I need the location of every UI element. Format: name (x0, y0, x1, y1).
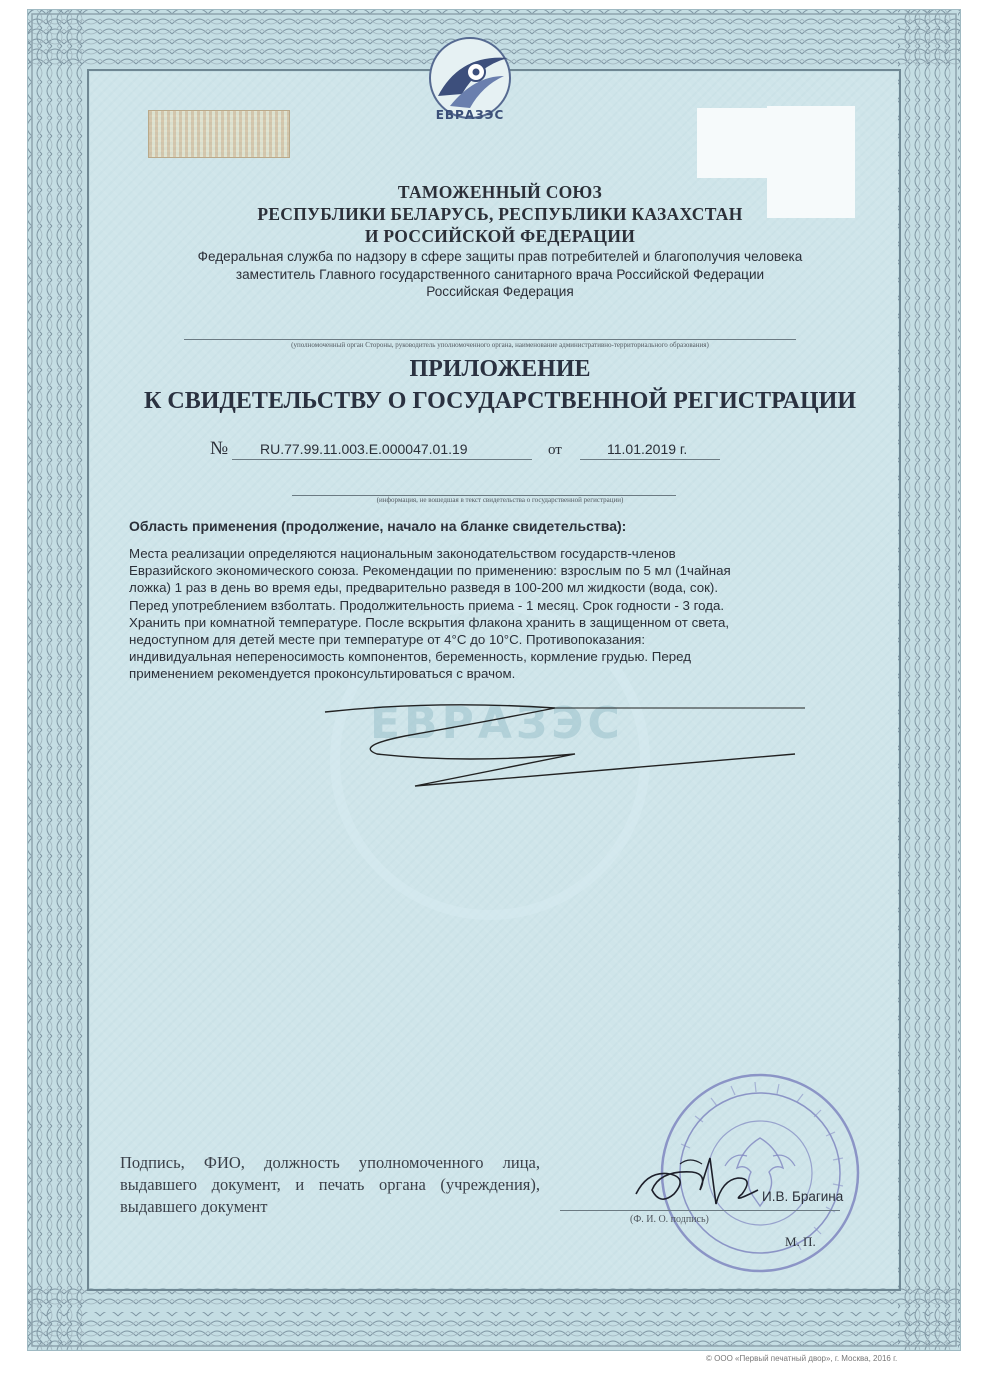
evrazes-emblem (400, 36, 540, 128)
authority-line: заместитель Главного государственного санитарного врача Российской Федерации (235, 267, 765, 282)
signer-name: И.В. Брагина (762, 1189, 844, 1204)
text-line: применением рекомендуется проконсультироваться с врачом. (129, 666, 516, 682)
emblem-label: ЕВРАЗЭС (435, 108, 505, 122)
signer-caption: (Ф. И. О. подпись) (630, 1214, 709, 1225)
header-republics: РЕСПУБЛИКИ БЕЛАРУСЬ, РЕСПУБЛИКИ КАЗАХСТАН (257, 204, 743, 224)
text-line: индивидуальная непереносимость компонентов, беременность, кормление грудью. Перед (129, 649, 692, 665)
country-line: Российская Федерация (426, 284, 574, 299)
handwritten-signature (630, 1150, 770, 1214)
document-subtitle: К СВИДЕТЕЛЬСТВУ О ГОСУДАРСТВЕННОЙ РЕГИСТРАЦИИ (144, 388, 856, 414)
seal-place-label: М. П. (785, 1234, 816, 1249)
header-union: ТАМОЖЕННЫЙ СОЮЗ (397, 182, 603, 202)
registration-date: 11.01.2019 г. (607, 441, 688, 457)
printer-credit: © ООО «Первый печатный двор», г. Москва, 2016 г. (706, 1354, 898, 1363)
z-line-strikeout (315, 690, 815, 800)
text-line: недоступном для детей месте при температуре от 4°C до 10°C. Противопоказания: (129, 632, 646, 648)
signature-label: Подпись, ФИО, должность уполномоченного лица, выдавшего документ, и печать органа (учреждения), выдавшего документ (120, 1153, 540, 1216)
watermark-text: ЕВРАЗЭС (370, 698, 624, 749)
underline-rule (184, 339, 796, 340)
blank-patch (697, 108, 767, 178)
number-rule (232, 459, 532, 460)
text-line: Евразийского экономического союза. Рекомендации по применению: взрослым по 5 мл (1чайная (129, 563, 731, 579)
date-rule (580, 459, 720, 460)
hologram-patch (148, 110, 290, 158)
text-line: Места реализации определяются национальным законодательством государств-членов (129, 546, 676, 561)
authority-line: Федеральная служба по надзору в сфере защиты прав потребителей и благополучия человека (197, 249, 803, 264)
date-label: от (548, 442, 562, 458)
number-label: № (210, 438, 229, 459)
registration-caption: (информация, не вошедшая в текст свидетельства о государственной регистрации) (376, 496, 624, 504)
registration-number: RU.77.99.11.003.E.000047.01.19 (260, 441, 468, 457)
header-russia: И РОССИЙСКОЙ ФЕДЕРАЦИИ (364, 226, 636, 246)
scope-text (129, 545, 869, 683)
text-line: Хранить при комнатной температуре. После вскрытия флакона хранить в защищенном от света, (129, 614, 730, 630)
text-line: ложка) 1 раз в день во время еды, предварительно разведя в 100-200 мл жидкости (вода, сок). (129, 580, 719, 596)
signer-rule (560, 1210, 840, 1211)
document-title: ПРИЛОЖЕНИЕ (409, 356, 591, 382)
text-line: Перед употреблением взболтать. Продолжительность приема - 1 месяц. Срок годности - 3 года. (129, 597, 725, 613)
authority-caption: (уполномоченный орган Стороны, руководитель уполномоченного органа, наименование административно-территориального образования) (291, 341, 709, 349)
scope-heading: Область применения (продолжение, начало на бланке свидетельства): (129, 518, 627, 534)
